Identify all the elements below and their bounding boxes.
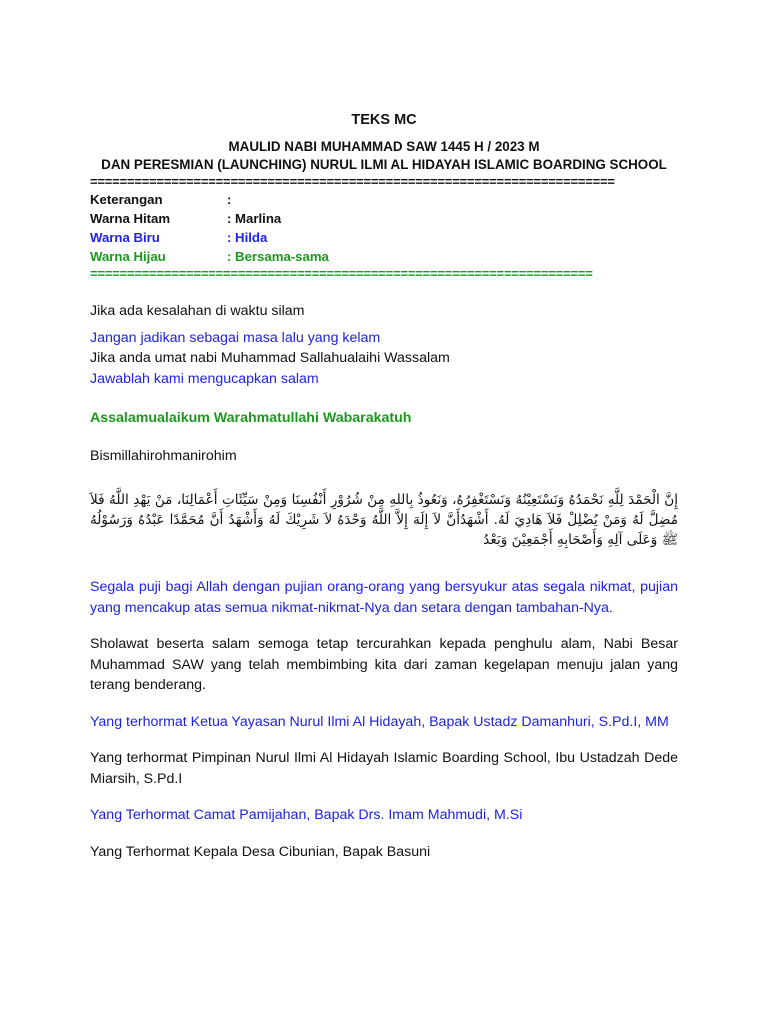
greeting: Assalamualaikum Warahmatullahi Wabarakatuh — [90, 410, 412, 426]
legend-row-biru — [90, 228, 678, 247]
event-title-line-1: MAULID NABI MUHAMMAD SAW 1445 H / 2023 M — [228, 139, 540, 154]
paragraph-hormat-ketua: Yang terhormat Ketua Yayasan Nurul Ilmi Al Hidayah, Bapak Ustadz Damanhuri, S.Pd.I, MM — [90, 713, 669, 730]
divider-bottom: ==================================================================== — [90, 266, 593, 281]
legend-value: : Marlina — [227, 211, 282, 226]
pantun-line-3: Jika anda umat nabi Muhammad Sallahualaihi Wassalam — [90, 350, 450, 366]
paragraph-sholawat: Sholawat beserta salam semoga tetap tercurahkan kepada penghulu alam, Nabi Besar Muhammad SAW yang telah membimbing kita dari zaman kegelapan menuju jalan yang terang benderang. — [90, 636, 678, 694]
legend-row-hitam — [90, 209, 678, 228]
divider-top: ======================================================================= — [90, 174, 615, 189]
paragraph-hormat-kades: Yang Terhormat Kepala Desa Cibunian, Bapak Basuni — [90, 843, 431, 860]
paragraph-hormat-camat: Yang Terhormat Camat Pamijahan, Bapak Drs. Imam Mahmudi, M.Si — [90, 807, 523, 824]
paragraph-puji: Segala puji bagi Allah dengan pujian orang-orang yang bersyukur atas segala nikmat, pujian yang mencakup atas semua nikmat-nikmat-Nya dan setara dengan tambahan-Nya. — [90, 579, 678, 616]
bismillah: Bismillahirohmanirohim — [90, 447, 237, 464]
legend-row-hijau — [90, 247, 678, 266]
legend-row-keterangan — [90, 190, 678, 209]
pantun-line-1: Jika ada kesalahan di waktu silam — [90, 303, 305, 319]
document-body — [90, 108, 678, 862]
pantun-line-2: Jangan jadikan sebagai masa lalu yang kelam — [90, 329, 381, 346]
legend-value: : — [227, 192, 232, 207]
legend-value: : Hilda — [227, 230, 268, 245]
legend-value: : Bersama-sama — [227, 249, 329, 264]
event-title-line-2: DAN PERESMIAN (LAUNCHING) NURUL ILMI AL HIDAYAH ISLAMIC BOARDING SCHOOL — [101, 157, 667, 172]
arabic-opening: إِنَّ الْحَمْدَ لِلَّهِ نَحْمَدُهُ وَنَسْتَعِيْنُهُ وَنَسْتَغْفِرُهُ، وَنَعُوذُ بِاللهِ مِنْ شُرُوْرِ أَنْفُسِنَا وَمِنْ سَيِّئَاتِ أَعْمَالِنَا، مَنْ يَهْدِ اللَّهُ فَلاَ مُضِلَّ لَهُ وَمَنْ يُضْلِلْ فَلاَ هَادِيَ لَهُ. أَشْهَدُأَنَّ لاَ إِلَهَ إِلاَّ اللَّهُ وَحْدَهُ لاَ شَرِيْكَ لَهُ وَأَشْهَدُ أَنَّ مُحَمَّدًا عَبْدُهُ وَرَسُوْلُهُ ﷺ وَعَلَى آلِهِ وَأَصْحَابِهِ أَجْمَعِيْنَ وَبَعْدُ — [90, 491, 678, 548]
legend-key: Warna Biru — [90, 230, 160, 245]
legend-key: Keterangan — [90, 192, 163, 207]
legend-key: Warna Hitam — [90, 211, 171, 226]
pantun-line-4: Jawablah kami mengucapkan salam — [90, 370, 319, 387]
paragraph-hormat-pimpinan: Yang terhormat Pimpinan Nurul Ilmi Al Hidayah Islamic Boarding School, Ibu Ustadzah Dede Miarsih, S.Pd.I — [90, 750, 678, 787]
color-legend — [90, 190, 678, 266]
document-title: TEKS MC — [351, 112, 417, 128]
legend-key: Warna Hijau — [90, 249, 166, 264]
